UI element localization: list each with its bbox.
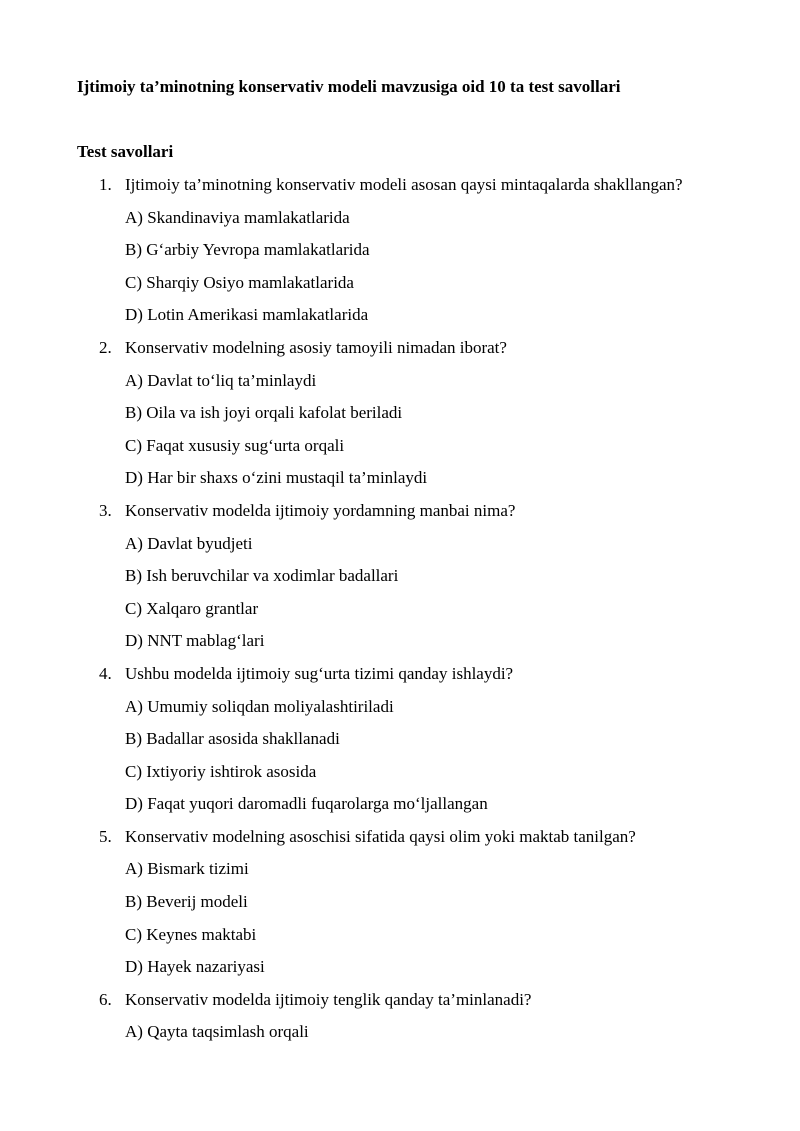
answer-option-text: B) Beverij modeli: [125, 892, 248, 912]
question-text: Ushbu modelda ijtimoiy sug‘urta tizimi qanday ishlaydi?: [125, 663, 514, 683]
page-title: Ijtimoiy ta’minotning konservativ modeli mavzusiga oid 10 ta test savollari: [77, 77, 621, 96]
answer-option-text: B) Badallar asosida shakllanadi: [125, 729, 340, 749]
answer-option-text: D) NNT mablag‘lari: [125, 631, 265, 651]
question-item: [0, 661, 800, 694]
answer-option-text: D) Har bir shaxs o‘zini mustaqil ta’minlaydi: [125, 468, 428, 488]
answer-option-text: D) Lotin Amerikasi mamlakatlarida: [125, 305, 369, 325]
answer-option-text: A) Skandinaviya mamlakatlarida: [125, 207, 350, 227]
question-item: [0, 987, 800, 1020]
question-text: Konservativ modelda ijtimoiy tenglik qanday ta’minlanadi?: [125, 989, 532, 1009]
answer-option: [0, 563, 800, 596]
question-number: 3.: [99, 500, 112, 520]
answer-option-text: B) G‘arbiy Yevropa mamlakatlarida: [125, 240, 370, 260]
question-number: 1.: [99, 175, 112, 194]
answer-option-text: A) Bismark tizimi: [125, 859, 249, 879]
answer-option-text: B) Oila va ish joyi orqali kafolat beriladi: [125, 403, 403, 423]
question-number: 5.: [99, 826, 112, 846]
answer-option-text: A) Davlat byudjeti: [125, 533, 253, 553]
question-text: Konservativ modelda ijtimoiy yordamning manbai nima?: [125, 500, 516, 520]
question-number: 6.: [99, 989, 112, 1009]
answer-option-text: C) Ixtiyoriy ishtirok asosida: [125, 761, 317, 781]
answer-option: [0, 856, 800, 889]
answer-option-text: A) Umumiy soliqdan moliyalashtiriladi: [125, 696, 394, 716]
question-item: [0, 172, 800, 205]
answer-option: [0, 726, 800, 759]
answer-option: [0, 1019, 800, 1052]
answer-option-text: C) Xalqaro grantlar: [125, 598, 259, 618]
question-item: [0, 335, 800, 368]
answer-option-text: A) Davlat to‘liq ta’minlaydi: [125, 370, 317, 390]
answer-option: [0, 628, 800, 661]
answer-option: [0, 759, 800, 792]
answer-option-text: C) Faqat xususiy sug‘urta orqali: [125, 435, 345, 455]
answer-option: [0, 694, 800, 727]
answer-option: [0, 400, 800, 433]
answer-option: [0, 302, 800, 335]
answer-option: [0, 368, 800, 401]
answer-option: [0, 205, 800, 238]
section-title: Test savollari: [77, 142, 174, 161]
question-list: [0, 172, 800, 1052]
answer-option-text: D) Hayek nazariyasi: [125, 957, 265, 977]
question-text: Konservativ modelning asoschisi sifatida qaysi olim yoki maktab tanilgan?: [125, 826, 636, 846]
question-number: 2.: [99, 337, 112, 357]
answer-option-text: C) Keynes maktabi: [125, 924, 257, 944]
answer-option: [0, 465, 800, 498]
answer-option-text: B) Ish beruvchilar va xodimlar badallari: [125, 566, 399, 586]
question-text: Ijtimoiy ta’minotning konservativ modeli asosan qaysi mintaqalarda shakllangan?: [125, 175, 683, 194]
question-item: [0, 498, 800, 531]
answer-option-text: C) Sharqiy Osiyo mamlakatlarida: [125, 272, 354, 292]
question-number: 4.: [99, 663, 112, 683]
answer-option: [0, 889, 800, 922]
answer-option: [0, 531, 800, 564]
question-item: [0, 824, 800, 857]
answer-option: [0, 433, 800, 466]
answer-option: [0, 270, 800, 303]
answer-option: [0, 954, 800, 987]
answer-option-text: D) Faqat yuqori daromadli fuqarolarga mo‘ljallangan: [125, 794, 488, 814]
answer-option: [0, 791, 800, 824]
answer-option: [0, 237, 800, 270]
answer-option: [0, 922, 800, 955]
answer-option: [0, 596, 800, 629]
question-text: Konservativ modelning asosiy tamoyili nimadan iborat?: [125, 337, 507, 357]
answer-option-text: A) Qayta taqsimlash orqali: [125, 1022, 309, 1042]
